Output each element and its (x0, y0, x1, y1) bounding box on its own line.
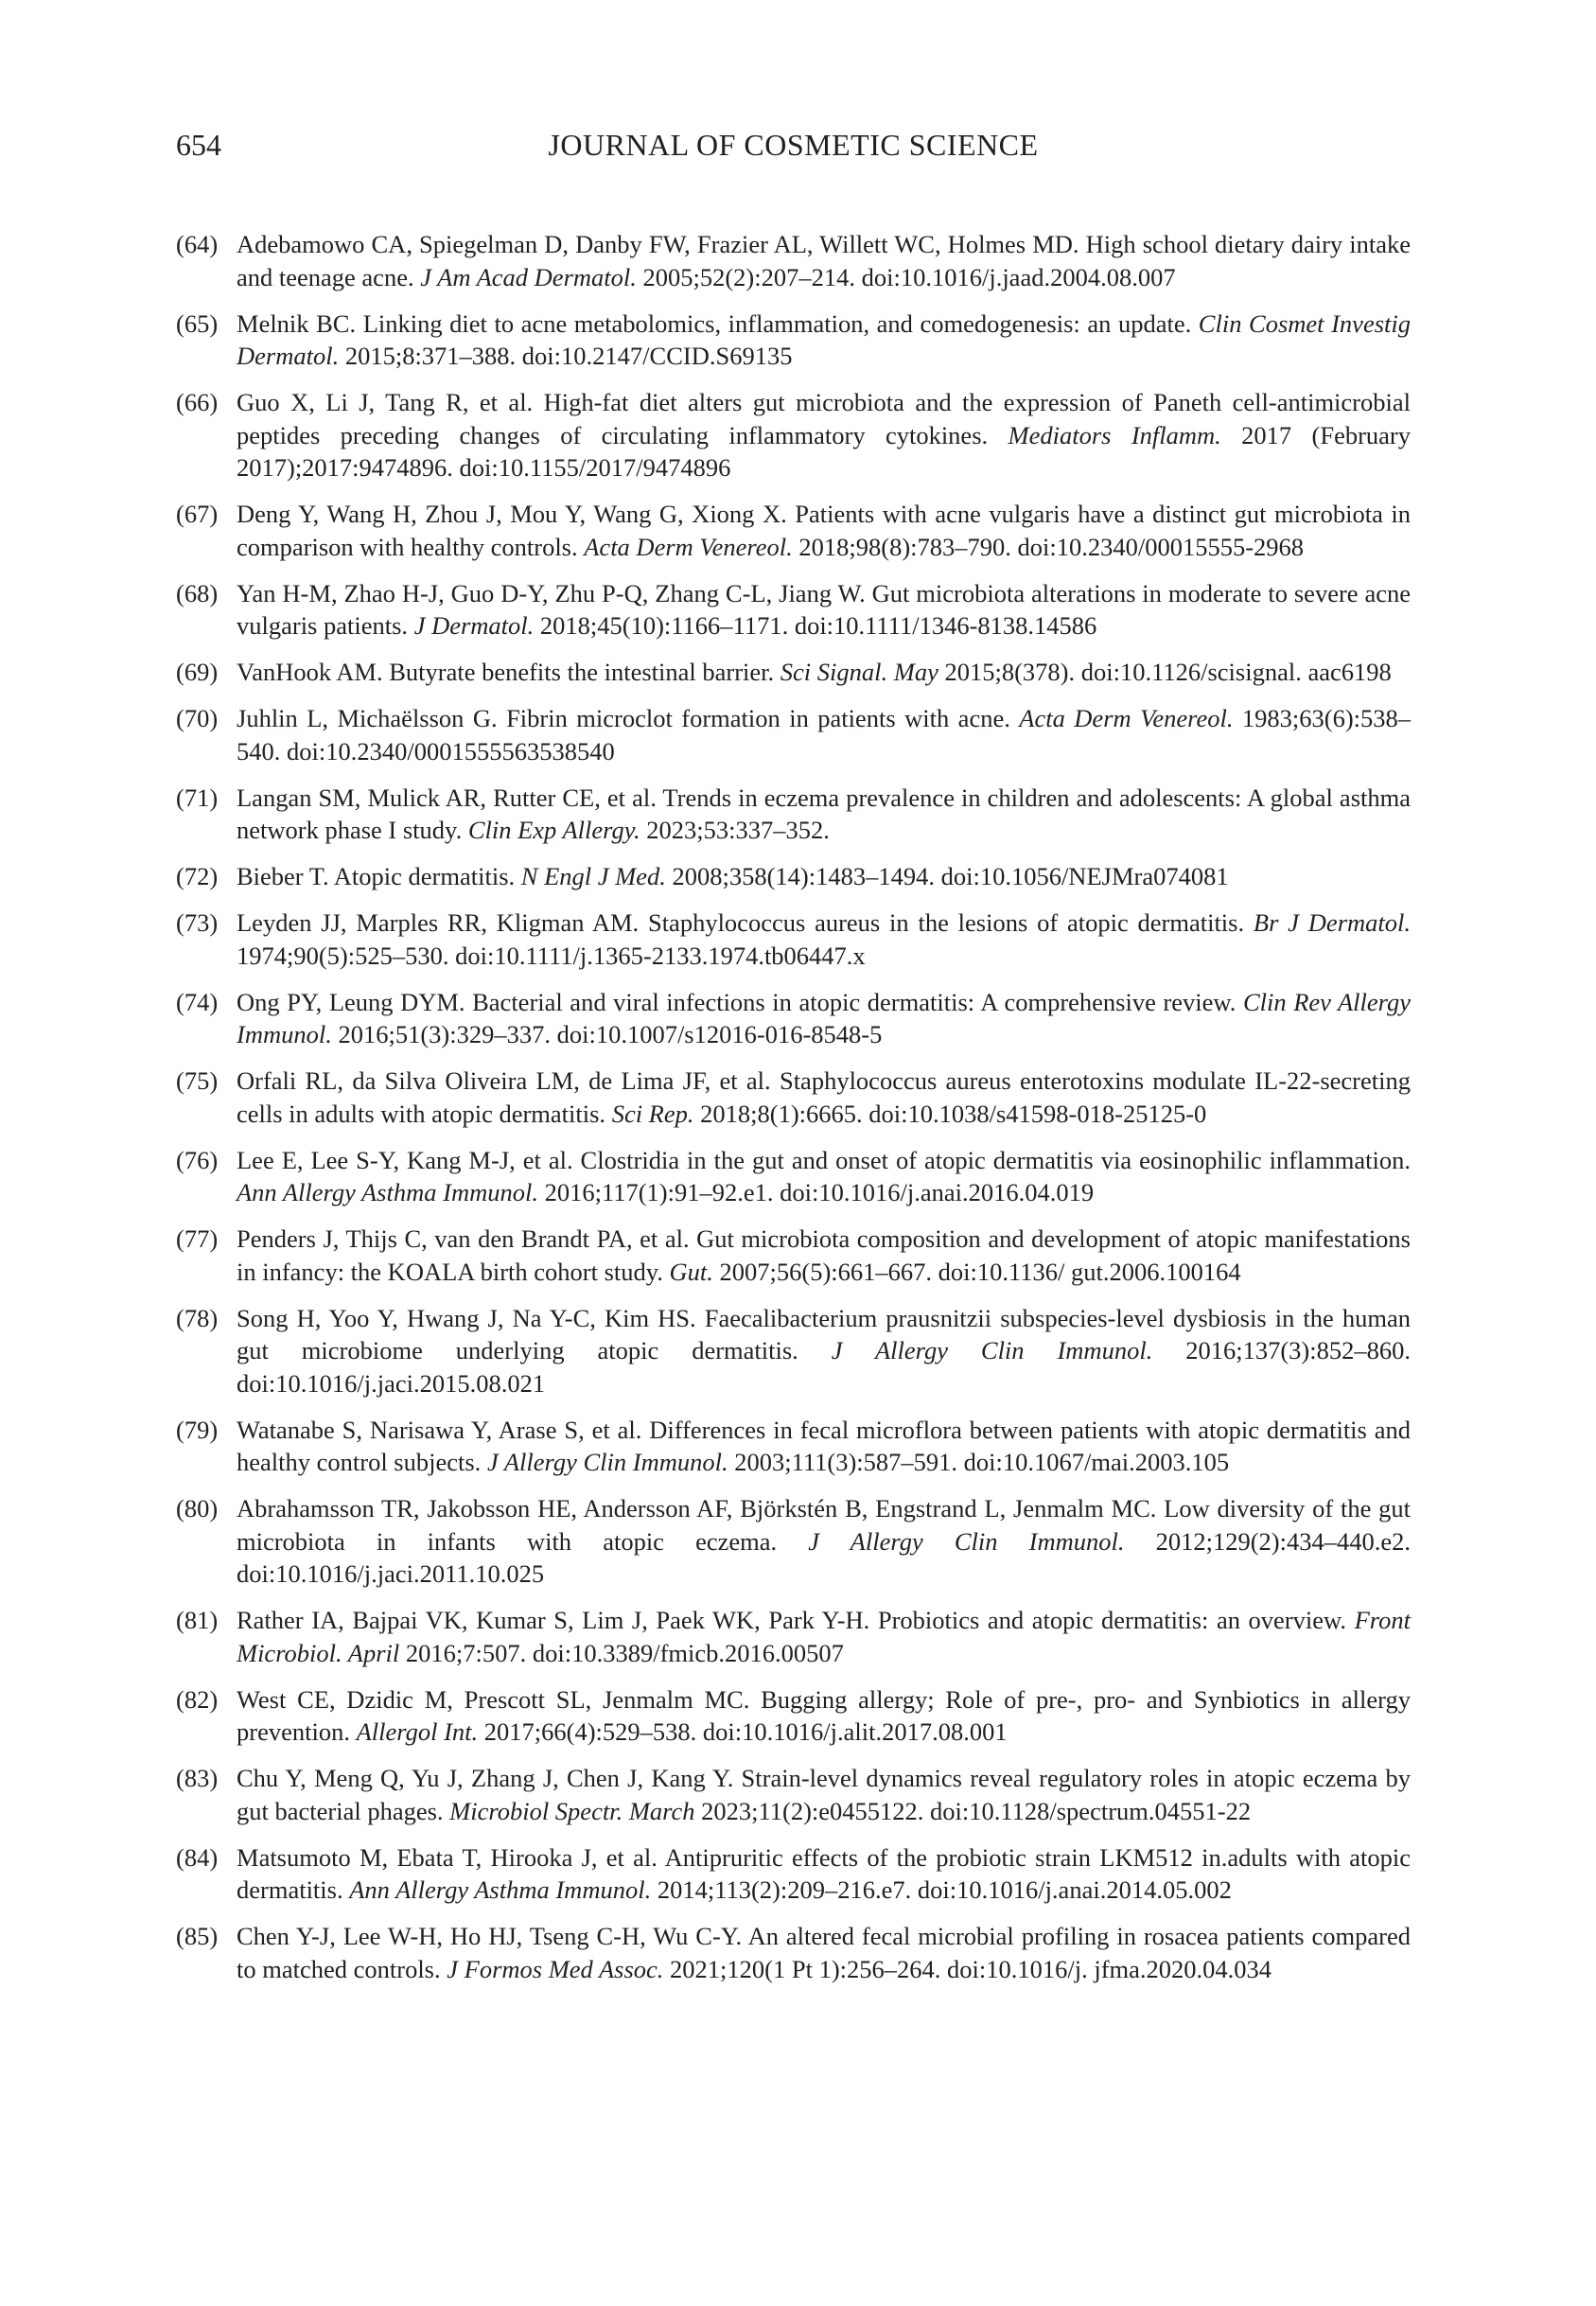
reference-text (237, 498, 1411, 563)
reference-item (176, 228, 1411, 293)
reference-item (176, 1492, 1411, 1591)
reference-number: (67) (176, 500, 219, 528)
reference-journal: Ann Allergy Asthma Immunol. (237, 1178, 538, 1206)
reference-item (176, 702, 1411, 767)
reference-journal: Clin Cosmet Investig Dermatol. (237, 308, 1411, 370)
reference-details: 2005;52(2):207–214. doi:10.1016/j.jaad.2004.08.007 (636, 262, 1176, 291)
reference-text (237, 907, 1411, 972)
reference-details: 2021;120(1 Pt 1):256–264. doi:10.1016/j. jfma.2020.04.034 (663, 1954, 1272, 1983)
reference-number: (76) (176, 1145, 219, 1174)
reference-authors-title: Guo X, Li J, Tang R, et al. High-fat diet alters gut microbiota and the expression of Paneth cell-antimicrobial peptides preceding changes of circulating inflammatory cytokines. (237, 388, 1411, 449)
reference-authors-title: Lee E, Lee S-Y, Kang M-J, et al. Clostridia in the gut and onset of atopic dermatitis via eosinophilic inflammation. (237, 1145, 1411, 1174)
reference-item (176, 860, 1411, 893)
reference-details: 2018;98(8):783–790. doi:10.2340/00015555-2968 (792, 532, 1305, 561)
reference-details: 2007;56(5):661–667. doi:10.1136/ gut.2006.100164 (712, 1257, 1241, 1286)
reference-authors-title: Deng Y, Wang H, Zhou J, Mou Y, Wang G, Xiong X. Patients with acne vulgaris have a distinct gut microbiota in comparison with healthy controls. (237, 500, 1411, 561)
reference-authors-title: Orfali RL, da Silva Oliveira LM, de Lima JF, et al. Staphylococcus aureus enterotoxins modulate IL-22-secreting cells in adults with atopic dermatitis. (237, 1066, 1411, 1128)
reference-details: 2016;117(1):91–92.e1. doi:10.1016/j.anai.2016.04.019 (537, 1178, 1095, 1206)
reference-number: (68) (176, 578, 219, 607)
reference-authors-title: West CE, Dzidic M, Prescott SL, Jenmalm MC. Bugging allergy; Role of pre-, pro- and Synbiotics in allergy prevention. (237, 1684, 1411, 1746)
reference-number: (77) (176, 1224, 219, 1253)
reference-item (176, 1144, 1411, 1209)
reference-number: (75) (176, 1066, 219, 1095)
reference-item (176, 907, 1411, 972)
reference-text (237, 1492, 1411, 1591)
reference-authors-title: Watanabe S, Narisawa Y, Arase S, et al. Differences in fecal microflora between patients with atopic dermatitis and healthy control subjects. (237, 1415, 1411, 1476)
reference-text (237, 577, 1411, 643)
reference-number: (79) (176, 1415, 219, 1444)
reference-number: (80) (176, 1494, 219, 1523)
reference-details: 1974;90(5):525–530. doi:10.1111/j.1365-2133.1974.tb06447.x (237, 941, 866, 970)
reference-journal: Sci Rep. (611, 1099, 694, 1128)
reference-item (176, 1414, 1411, 1479)
reference-number: (74) (176, 987, 219, 1016)
reference-authors-title: Juhlin L, Michaëlsson G. Fibrin microclot formation in patients with acne. (237, 704, 1020, 732)
reference-authors-title: Langan SM, Mulick AR, Rutter CE, et al. Trends in eczema prevalence in children and adolescents: A global asthma network phase I study. (237, 783, 1411, 844)
reference-text (237, 1920, 1411, 1985)
reference-number: (66) (176, 388, 219, 416)
reference-journal: Front Microbiol. April (237, 1606, 1411, 1667)
reference-journal: J Allergy Clin Immunol. (831, 1336, 1153, 1364)
reference-journal: Microbiol Spectr. March (449, 1796, 695, 1825)
reference-text (237, 1223, 1411, 1288)
reference-authors-title: Abrahamsson TR, Jakobsson HE, Andersson AF, Björkstén B, Engstrand L, Jenmalm MC. Low diversity of the gut microbiota in infants with atopic eczema. (237, 1494, 1411, 1556)
reference-journal: J Allergy Clin Immunol. (808, 1526, 1125, 1556)
reference-item (176, 577, 1411, 643)
reference-journal: Ann Allergy Asthma Immunol. (349, 1875, 652, 1904)
reference-authors-title: Rather IA, Bajpai VK, Kumar S, Lim J, Paek WK, Park Y-H. Probiotics and atopic dermatitis: an overview. (237, 1606, 1355, 1634)
reference-number: (72) (176, 862, 219, 890)
reference-journal: Br J Dermatol. (1253, 908, 1411, 937)
reference-item (176, 308, 1411, 373)
reference-item (176, 1920, 1411, 1985)
reference-item (176, 1302, 1411, 1400)
reference-text (237, 1065, 1411, 1130)
reference-details: 2016;137(3):852–860. doi:10.1016/j.jaci.2015.08.021 (237, 1336, 1411, 1398)
reference-text (237, 986, 1411, 1051)
reference-details: 2012;129(2):434–440.e2. doi:10.1016/j.jaci.2011.10.025 (237, 1526, 1411, 1588)
reference-details: 2016;7:507. doi:10.3389/fmicb.2016.00507 (399, 1638, 844, 1667)
reference-authors-title: Adebamowo CA, Spiegelman D, Danby FW, Frazier AL, Willett WC, Holmes MD. High school dietary dairy intake and teenage acne. (237, 230, 1411, 291)
reference-journal: Allergol Int. (356, 1717, 479, 1746)
reference-number: (71) (176, 783, 219, 812)
page-number: 654 (176, 128, 221, 162)
reference-details: 2014;113(2):209–216.e7. doi:10.1016/j.anai.2014.05.002 (651, 1875, 1232, 1904)
reference-journal: J Am Acad Dermatol. (420, 262, 637, 291)
reference-authors-title: Chen Y-J, Lee W-H, Ho HJ, Tseng C-H, Wu C-Y. An altered fecal microbial profiling in rosacea patients compared to matched controls. (237, 1922, 1411, 1983)
reference-item (176, 1223, 1411, 1288)
reference-item (176, 386, 1411, 484)
reference-authors-title: Leyden JJ, Marples RR, Kligman AM. Staphylococcus aureus in the lesions of atopic dermatitis. (237, 908, 1254, 937)
reference-authors-title: Matsumoto M, Ebata T, Hirooka J, et al. Antipruritic effects of the probiotic strain LKM512 in.adults with atopic dermatitis. (237, 1842, 1411, 1904)
reference-item (176, 1604, 1411, 1669)
reference-journal: Mediators Inflamm. (1008, 420, 1221, 449)
reference-journal: Gut. (669, 1257, 713, 1286)
reference-text (237, 228, 1411, 293)
reference-text (237, 656, 1411, 689)
reference-authors-title: Penders J, Thijs C, van den Brandt PA, et al. Gut microbiota composition and development of atopic manifestations in infancy: the KOALA birth cohort study. (237, 1224, 1411, 1286)
reference-journal: J Dermatol. (413, 611, 535, 640)
reference-details: 2016;51(3):329–337. doi:10.1007/s12016-016-8548-5 (331, 1020, 883, 1048)
reference-details: 2017 (February 2017);2017:9474896. doi:10.1155/2017/9474896 (237, 420, 1411, 482)
reference-item (176, 782, 1411, 847)
reference-authors-title: Yan H-M, Zhao H-J, Guo D-Y, Zhu P-Q, Zhang C-L, Jiang W. Gut microbiota alterations in moderate to severe acne vulgaris patients. (237, 578, 1411, 640)
reference-journal: J Allergy Clin Immunol. (486, 1448, 728, 1476)
reference-journal: Clin Exp Allergy. (467, 816, 640, 844)
reference-text (237, 782, 1411, 847)
reference-details: 2015;8:371–388. doi:10.2147/CCID.S69135 (339, 342, 793, 370)
reference-authors-title: Song H, Yoo Y, Hwang J, Na Y-C, Kim HS. Faecalibacterium prausnitzii subspecies-level dysbiosis in the human gut microbiome underlying atopic dermatitis. (237, 1303, 1411, 1364)
reference-authors-title: Bieber T. Atopic dermatitis. (237, 862, 521, 890)
reference-details: 2023;53:337–352. (640, 816, 830, 844)
reference-text (237, 1683, 1411, 1749)
reference-journal: J Formos Med Assoc. (447, 1954, 664, 1983)
reference-authors-title: Ong PY, Leung DYM. Bacterial and viral infections in atopic dermatitis: A comprehensive review. (237, 987, 1243, 1016)
reference-number: (64) (176, 230, 219, 258)
reference-details: 2003;111(3):587–591. doi:10.1067/mai.2003.105 (728, 1448, 1230, 1476)
reference-item (176, 1065, 1411, 1130)
reference-number: (78) (176, 1303, 219, 1332)
reference-text (237, 1604, 1411, 1669)
reference-number: (81) (176, 1606, 219, 1634)
reference-item (176, 498, 1411, 563)
reference-authors-title: VanHook AM. Butyrate benefits the intestinal barrier. (237, 658, 780, 686)
reference-text (237, 1414, 1411, 1479)
reference-number: (70) (176, 704, 219, 732)
reference-journal: Sci Signal. May (780, 658, 938, 686)
reference-details: 2023;11(2):e0455122. doi:10.1128/spectrum.04551-22 (694, 1796, 1252, 1825)
reference-details: 1983;63(6):538–540. doi:10.2340/0001555563538540 (237, 704, 1412, 766)
reference-text (237, 1841, 1411, 1907)
reference-item (176, 1683, 1411, 1749)
reference-journal: Acta Derm Venereol. (584, 532, 793, 561)
reference-number: (73) (176, 908, 219, 937)
reference-number: (82) (176, 1684, 219, 1714)
reference-text (237, 308, 1411, 373)
reference-number: (84) (176, 1842, 219, 1872)
reference-journal: Acta Derm Venereol. (1019, 704, 1234, 732)
reference-item (176, 1762, 1411, 1827)
reference-authors-title: Melnik BC. Linking diet to acne metabolomics, inflammation, and comedogenesis: an update. (237, 308, 1199, 338)
page-header (176, 128, 1411, 175)
reference-details: 2008;358(14):1483–1494. doi:10.1056/NEJMra074081 (665, 862, 1229, 890)
reference-details: 2017;66(4):529–538. doi:10.1016/j.alit.2017.08.001 (478, 1717, 1008, 1746)
reference-number: (69) (176, 658, 219, 686)
reference-details: 2015;8(378). doi:10.1126/scisignal. aac6198 (938, 658, 1392, 686)
reference-details: 2018;8(1):6665. doi:10.1038/s41598-018-25125-0 (693, 1099, 1207, 1128)
reference-text (237, 1302, 1411, 1400)
reference-number: (65) (176, 308, 219, 338)
reference-item (176, 656, 1411, 689)
reference-text (237, 386, 1411, 484)
reference-journal: Clin Rev Allergy Immunol. (237, 987, 1411, 1048)
reference-text (237, 1762, 1411, 1827)
reference-text (237, 860, 1411, 893)
reference-details: 2018;45(10):1166–1171. doi:10.1111/1346-8138.14586 (534, 611, 1097, 640)
reference-text (237, 1144, 1411, 1209)
reference-text (237, 702, 1411, 767)
reference-item (176, 1841, 1411, 1907)
reference-list (176, 228, 1411, 1999)
reference-authors-title: Chu Y, Meng Q, Yu J, Zhang J, Chen J, Kang Y. Strain-level dynamics reveal regulatory roles in atopic eczema by gut bacterial phages. (237, 1764, 1411, 1825)
reference-number: (85) (176, 1922, 219, 1950)
reference-item (176, 986, 1411, 1051)
reference-journal: N Engl J Med. (520, 862, 666, 890)
reference-number: (83) (176, 1764, 219, 1792)
journal-title: JOURNAL OF COSMETIC SCIENCE (548, 128, 1039, 162)
